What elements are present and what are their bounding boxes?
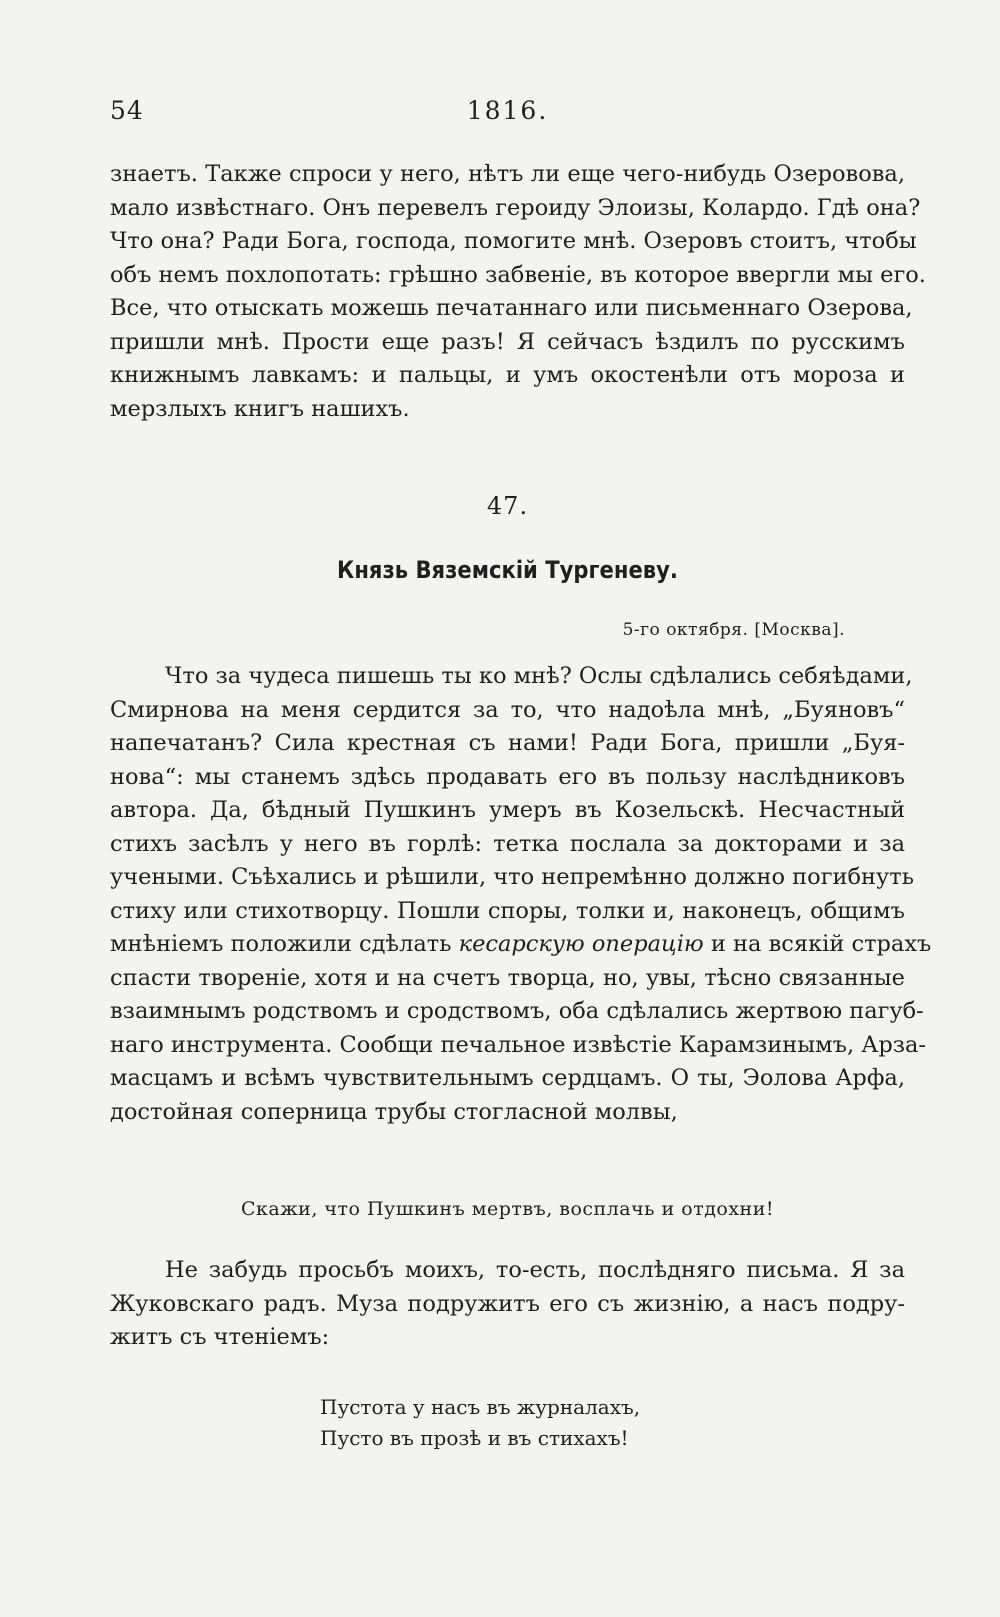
verse-line: Пустота у насъ въ журналахъ, xyxy=(320,1395,641,1419)
text-line: наго инструмента. Сообщи печальное извѣстіе Карамзинымъ, Арза- xyxy=(110,1031,927,1058)
text-line: Что за чудеса пишешь ты ко мнѣ? Ослы сдѣлались себяѣдами, xyxy=(165,663,913,689)
text-line: знаетъ. Также спроси у него, нѣтъ ли еще чего-нибудь Озеровова, xyxy=(110,161,905,187)
opening-paragraph xyxy=(110,158,926,426)
text-segment: мнѣніемъ положили сдѣлать xyxy=(110,931,459,957)
letter-body xyxy=(110,660,932,1129)
running-head-year: 1816. xyxy=(466,96,549,125)
text-line: мерзлыхъ книгъ нашихъ. xyxy=(110,395,410,422)
letter-number: 47. xyxy=(486,492,529,520)
text-segment: и на всякій страхъ xyxy=(703,931,932,957)
text-line: Что она? Ради Бога, господа, помогите мнѣ. Озеровъ стоитъ, чтобы xyxy=(110,228,917,254)
text-line: книжнымъ лавкамъ: и пальцы, и умъ окостенѣли отъ мороза и xyxy=(110,362,905,388)
page-number: 54 xyxy=(110,96,144,125)
text-line-with-italic xyxy=(110,928,932,962)
text-line: автора. Да, бѣдный Пушкинъ умеръ въ Козельскѣ. Несчастный xyxy=(110,797,905,823)
text-line: мало извѣстнаго. Онъ перевелъ героиду Элоизы, Колардо. Гдѣ она? xyxy=(110,194,921,221)
text-line: Все, что отыскать можешь печатаннаго или письменнаго Озерова, xyxy=(110,295,913,321)
letter-heading: Князь Вяземскій Тургеневу. xyxy=(337,556,678,584)
text-line: пришли мнѣ. Прости еще разъ! Я сейчасъ ѣздилъ по русскимъ xyxy=(110,328,905,355)
letter-date: 5-го октября. [Москва]. xyxy=(622,620,845,640)
text-line: напечатанъ? Сила крестная съ нами! Ради Бога, пришли „Буя- xyxy=(110,730,905,756)
italic-phrase: кесарскую операцію xyxy=(458,931,704,957)
text-line: стиху или стихотворцу. Пошли споры, толки и, наконецъ, общимъ xyxy=(110,897,905,924)
text-line: Смирнова на меня сердится за то, что надоѣла мнѣ, „Буяновъ“ xyxy=(110,696,905,723)
text-line: объ немъ похлопотать: грѣшно забвеніе, въ которое ввергли мы его. xyxy=(110,261,926,288)
quoted-verse: Скажи, что Пушкинъ мертвъ, восплачь и отдохни! xyxy=(240,1198,775,1220)
verse-block xyxy=(320,1392,640,1454)
text-line: спасти твореніе, хотя и на счетъ творца, но, увы, тѣсно связанные xyxy=(110,964,905,991)
text-line: взаимнымъ родствомъ и сродствомъ, оба сдѣлались жертвою пагуб- xyxy=(110,998,924,1024)
text-line: учеными. Съѣхались и рѣшили, что непремѣнно должно погибнуть xyxy=(110,864,914,890)
running-header xyxy=(110,96,905,136)
verse-line: Пусто въ прозѣ и въ стихахъ! xyxy=(320,1426,629,1450)
text-line: стихъ засѣлъ у него въ горлѣ: тетка послала за докторами и за xyxy=(110,830,905,857)
text-line: Жуковскаго радъ. Муза подружитъ его съ жизнію, а насъ подру- xyxy=(110,1290,905,1317)
text-line: масцамъ и всѣмъ чувствительнымъ сердцамъ. О ты, Эолова Арфа, xyxy=(110,1065,905,1091)
closing-paragraph xyxy=(110,1254,905,1355)
text-line: достойная соперница трубы стогласной молвы, xyxy=(110,1098,678,1125)
text-line: житъ съ чтеніемъ: xyxy=(110,1324,330,1350)
text-line: нова“: мы станемъ здѣсь продавать его въ пользу наслѣдниковъ xyxy=(110,763,905,790)
text-line: Не забудь просьбъ моихъ, то-есть, послѣдняго письма. Я за xyxy=(165,1257,905,1283)
